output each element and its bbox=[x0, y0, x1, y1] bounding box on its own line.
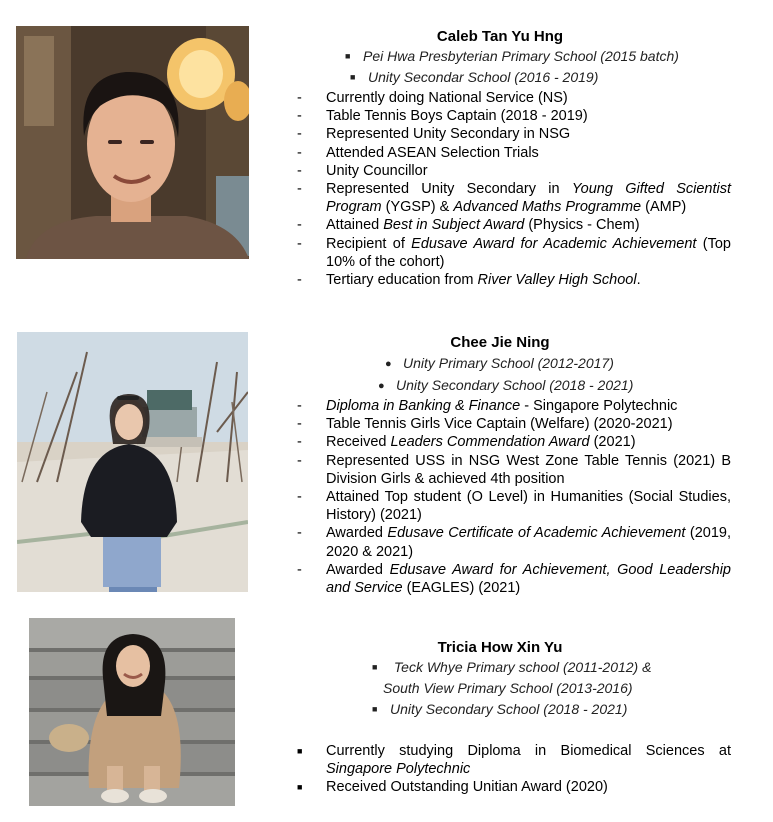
school-name: Pei Hwa Presbyterian Primary School (2015 batch) bbox=[363, 48, 679, 64]
dash-bullet-icon: - bbox=[297, 108, 302, 125]
item-text: . bbox=[636, 272, 641, 289]
item-text: Table Tennis Boys Captain (2018 - 2019) bbox=[326, 108, 588, 125]
dash-bullet-icon: - bbox=[297, 561, 302, 578]
emphasized-text: Best in Subject Award bbox=[383, 217, 525, 234]
item-text: (Top 10% of the cohort) bbox=[326, 235, 731, 270]
dash-bullet-icon: - bbox=[297, 217, 302, 234]
dash-bullet-icon: - bbox=[297, 434, 302, 451]
item-text: Attained bbox=[326, 217, 384, 234]
round-bullet-icon: ● bbox=[378, 380, 385, 392]
school-line bbox=[372, 701, 627, 717]
school-name: Unity Primary School (2012-2017) bbox=[403, 355, 614, 371]
dash-bullet-icon: - bbox=[297, 126, 302, 143]
dash-bullet-icon: - bbox=[297, 525, 302, 542]
emphasized-text: Singapore Polytechnic bbox=[326, 761, 471, 778]
photo-chee bbox=[17, 332, 248, 592]
dash-bullet-icon: - bbox=[297, 90, 302, 106]
dash-bullet-icon: - bbox=[297, 398, 302, 414]
round-bullet-icon: ● bbox=[385, 358, 392, 370]
school-name: Unity Secondar School (2016 - 2019) bbox=[368, 69, 599, 85]
achievement-item bbox=[297, 180, 731, 216]
square-bullet-icon: ■ bbox=[372, 704, 378, 714]
dash-bullet-icon: - bbox=[297, 235, 302, 252]
square-bullet-icon: ■ bbox=[297, 746, 303, 756]
achievement-item bbox=[297, 125, 731, 143]
achievement-item bbox=[297, 524, 731, 560]
emphasized-text: Diploma in Banking & Finance bbox=[326, 398, 521, 414]
emphasized-text: Edusave Award for Achievement, Good Leadership and Service bbox=[326, 561, 731, 597]
dash-bullet-icon: - bbox=[297, 272, 302, 289]
item-text: Represented Unity Secondary in NSG bbox=[326, 126, 571, 143]
dash-bullet-icon: - bbox=[297, 452, 302, 469]
achievement-item bbox=[297, 107, 731, 125]
achievement-item bbox=[297, 162, 731, 180]
item-text: (2021) bbox=[589, 434, 636, 451]
achievement-item bbox=[297, 742, 731, 778]
item-text: (Physics - Chem) bbox=[524, 217, 640, 234]
school-line bbox=[385, 355, 614, 371]
school-line bbox=[345, 48, 679, 64]
item-text: Currently doing National Service (NS) bbox=[326, 90, 568, 106]
emphasized-text: Leaders Commendation Award bbox=[390, 434, 590, 451]
emphasized-text: Edusave Certificate of Academic Achievement bbox=[387, 525, 686, 542]
achievement-item bbox=[297, 397, 731, 415]
school-line bbox=[372, 659, 651, 675]
item-text: Attended ASEAN Selection Trials bbox=[326, 144, 539, 161]
item-text: Awarded bbox=[326, 525, 388, 542]
achievement-list bbox=[297, 89, 731, 289]
item-text: Received bbox=[326, 434, 391, 451]
item-text: (AMP) bbox=[641, 199, 687, 216]
emphasized-text: Edusave Award for Academic Achievement bbox=[411, 235, 697, 252]
dash-bullet-icon: - bbox=[297, 144, 302, 161]
achievement-item bbox=[297, 89, 731, 107]
achievement-item bbox=[297, 216, 731, 234]
achievement-item bbox=[297, 235, 731, 271]
square-bullet-icon: ■ bbox=[297, 782, 303, 793]
item-text: (YGSP) & bbox=[381, 199, 454, 216]
square-bullet-icon: ■ bbox=[372, 662, 378, 672]
emphasized-text: Young Gifted Scientist Program bbox=[326, 181, 731, 216]
school-line bbox=[350, 69, 598, 85]
item-text: Currently studying Diploma in Biomedical Sciences at bbox=[326, 743, 731, 759]
achievement-item bbox=[297, 433, 731, 451]
school-line bbox=[383, 680, 633, 696]
achievement-list bbox=[297, 742, 731, 797]
school-line bbox=[378, 377, 633, 393]
achievement-item bbox=[297, 778, 731, 796]
item-text: Represented Unity Secondary in bbox=[326, 181, 572, 198]
item-text: Attained Top student (O Level) in Humanities (Social Studies, History) (2021) bbox=[326, 489, 731, 524]
item-text: Tertiary education from bbox=[326, 272, 478, 289]
school-name: Teck Whye Primary school (2011-2012) & bbox=[393, 659, 652, 675]
item-text: - Singapore Polytechnic bbox=[520, 398, 678, 414]
achievement-item bbox=[297, 488, 731, 524]
item-text: Table Tennis Girls Vice Captain (Welfare) (2020-2021) bbox=[326, 416, 673, 433]
item-text: Recipient of bbox=[326, 235, 412, 252]
square-bullet-icon: ■ bbox=[345, 51, 351, 61]
achievement-item bbox=[297, 452, 731, 488]
achievement-item bbox=[297, 561, 731, 597]
photo-tricia bbox=[29, 618, 235, 806]
item-text: Received Outstanding Unitian Award (2020) bbox=[326, 779, 608, 796]
achievement-list bbox=[297, 397, 731, 597]
square-bullet-icon: ■ bbox=[350, 72, 356, 82]
item-text: (EAGLES) (2021) bbox=[402, 580, 521, 597]
emphasized-text: Advanced Maths Programme bbox=[453, 199, 642, 216]
achievement-item bbox=[297, 271, 731, 289]
item-text: Unity Councillor bbox=[326, 162, 428, 179]
dash-bullet-icon: - bbox=[297, 181, 302, 198]
school-name: Unity Secondary School (2018 - 2021) bbox=[396, 377, 634, 393]
person-name: Tricia How Xin Yu bbox=[437, 639, 563, 656]
school-name: Unity Secondary School (2018 - 2021) bbox=[390, 701, 628, 717]
person-name: Caleb Tan Yu Hng bbox=[436, 28, 564, 45]
item-text: Represented USS in NSG West Zone Table Tennis (2021) B Division Girls & achieved 4th position bbox=[326, 452, 731, 487]
dash-bullet-icon: - bbox=[297, 162, 302, 179]
person-name: Chee Jie Ning bbox=[450, 334, 550, 351]
achievement-item bbox=[297, 415, 731, 433]
item-text: (2019, 2020 & 2021) bbox=[326, 525, 731, 560]
item-text: Awarded bbox=[326, 561, 390, 578]
school-name: South View Primary School (2013-2016) bbox=[383, 680, 633, 696]
emphasized-text: River Valley High School bbox=[477, 272, 637, 289]
photo-caleb bbox=[16, 26, 249, 259]
dash-bullet-icon: - bbox=[297, 416, 302, 433]
achievement-item bbox=[297, 144, 731, 162]
dash-bullet-icon: - bbox=[297, 489, 302, 506]
